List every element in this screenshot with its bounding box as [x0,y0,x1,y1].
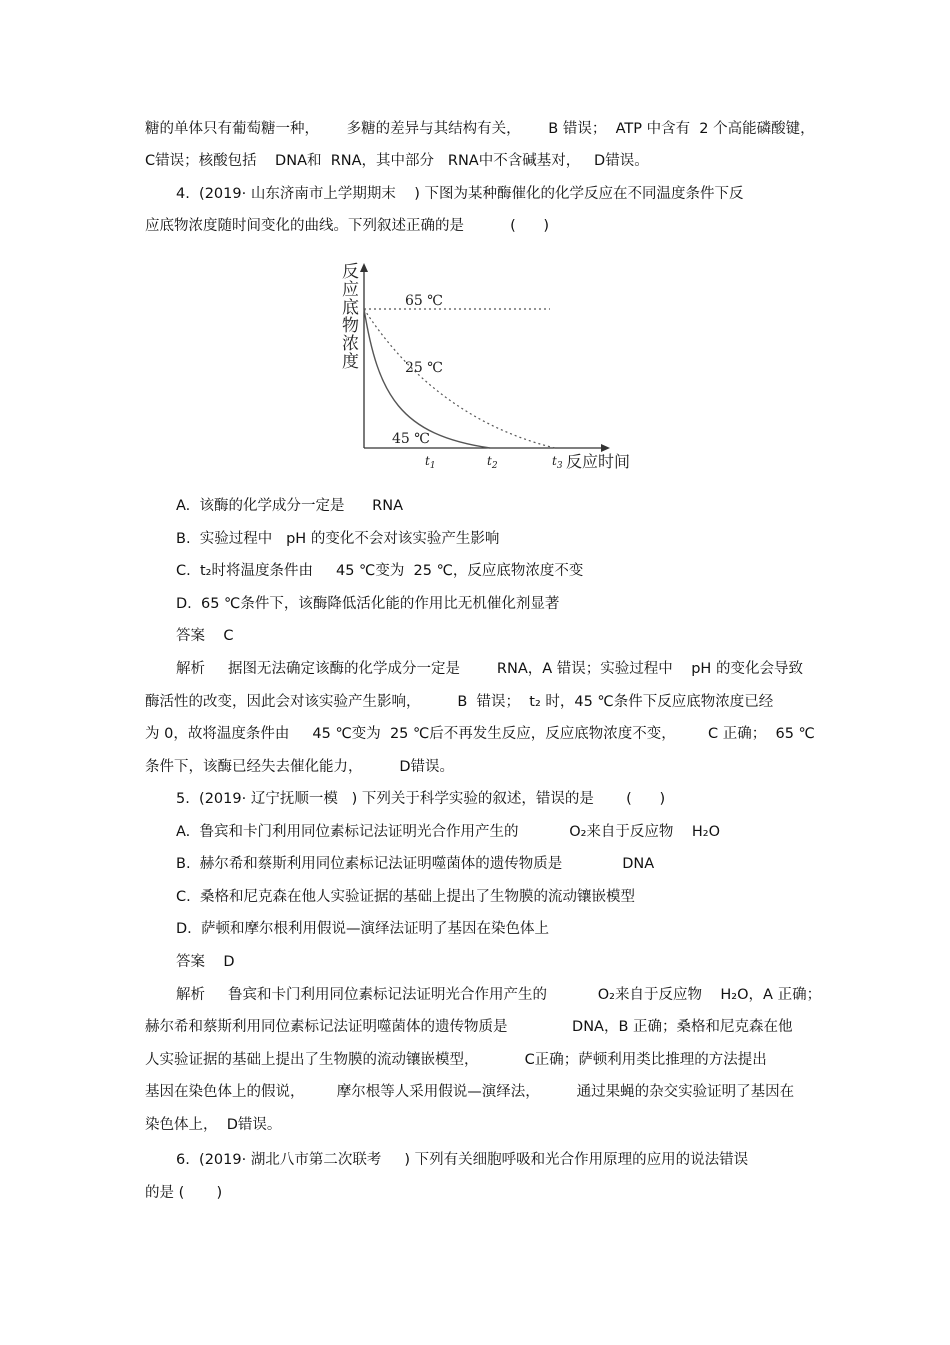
question-6-stem: 6. (2019· 湖北八市第二次联考 ) 下列有关细胞呼吸和光合作用原理的应用的说法错误 [176,1152,749,1168]
curve-label-65: 65 ℃ [405,293,443,309]
option-c: C. t₂时将温度条件由 45 ℃变为 25 ℃，反应底物浓度不变 [176,563,584,579]
text-line: C错误；核酸包括 DNA和 RNA，其中部分 RNA中不含碱基对， D错误。 [145,153,649,169]
option-a: A. 该酶的化学成分一定是 RNA [176,498,403,514]
question-4-stem: 4. (2019· 山东济南市上学期期末 ) 下图为某种酶催化的化学反应在不同温度条件下反 [176,186,744,202]
y-axis-arrow [360,263,368,272]
answer: 答案 C [176,628,234,644]
option-b: B. 实验过程中 pH 的变化不会对该实验产生影响 [176,531,500,547]
tick-t3: $t_3$ [552,454,563,471]
question-6-stem: 的是 ( ) [145,1185,223,1201]
analysis: 解析 据图无法确定该酶的化学成分一定是 RNA，A 错误；实验过程中 pH 的变化会导致 [176,661,803,677]
analysis: 赫尔希和蔡斯利用同位素标记法证明噬菌体的遗传物质是 DNA，B 正确；桑格和尼克森在他 [145,1019,793,1035]
answer: 答案 D [176,954,235,970]
analysis: 基因在染色体上的假说， 摩尔根等人采用假说—演绎法， 通过果蝇的杂交实验证明了基因在 [145,1084,795,1100]
option-b: B. 赫尔希和蔡斯利用同位素标记法证明噬菌体的遗传物质是 DNA [176,856,655,872]
x-axis-label: 反应时间 [566,452,631,471]
question-4-stem: 应底物浓度随时间变化的曲线。下列叙述正确的是 ( ) [145,218,550,234]
analysis: 酶活性的改变，因此会对该实验产生影响， B 错误； t₂ 时，45 ℃条件下反应底物浓度已经 [145,694,774,710]
analysis: 解析 鲁宾和卡门利用同位素标记法证明光合作用产生的 O₂来自于反应物 H₂O，A 正确； [176,987,822,1003]
text-line: 糖的单体只有葡萄糖一种， 多糖的差异与其结构有关， B 错误； ATP 中含有 2 个高能磷酸键， [145,121,815,137]
analysis: 条件下，该酶已经失去催化能力， D错误。 [145,759,455,775]
curve-label-45: 45 ℃ [392,431,430,447]
option-c: C. 桑格和尼克森在他人实验证据的基础上提出了生物膜的流动镶嵌模型 [176,889,635,905]
option-a: A. 鲁宾和卡门利用同位素标记法证明光合作用产生的 O₂来自于反应物 H₂O [176,824,720,840]
curve-25 [364,309,555,448]
curve-label-25: 25 ℃ [405,360,443,376]
tick-t2: $t_2$ [487,454,498,471]
analysis: 人实验证据的基础上提出了生物膜的流动镶嵌模型， C正确；萨顿利用类比推理的方法提出 [145,1052,767,1068]
question-5-stem: 5. (2019· 辽宁抚顺一模 ) 下列关于科学实验的叙述，错误的是 ( ) [176,791,666,807]
substrate-concentration-figure [330,255,650,475]
y-axis-label: 反应底物浓度 [342,262,359,372]
x-axis-arrow [601,444,610,452]
tick-t1: $t_1$ [425,454,436,471]
analysis: 为 0，故将温度条件由 45 ℃变为 25 ℃后不再发生反应，反应底物浓度不变， C 正确； 65 ℃ [145,726,815,742]
analysis: 染色体上， D错误。 [145,1117,282,1133]
option-d: D. 65 ℃条件下，该酶降低活化能的作用比无机催化剂显著 [176,596,560,612]
option-d: D. 萨顿和摩尔根利用假说—演绎法证明了基因在染色体上 [176,921,549,937]
curve-45 [364,309,490,448]
